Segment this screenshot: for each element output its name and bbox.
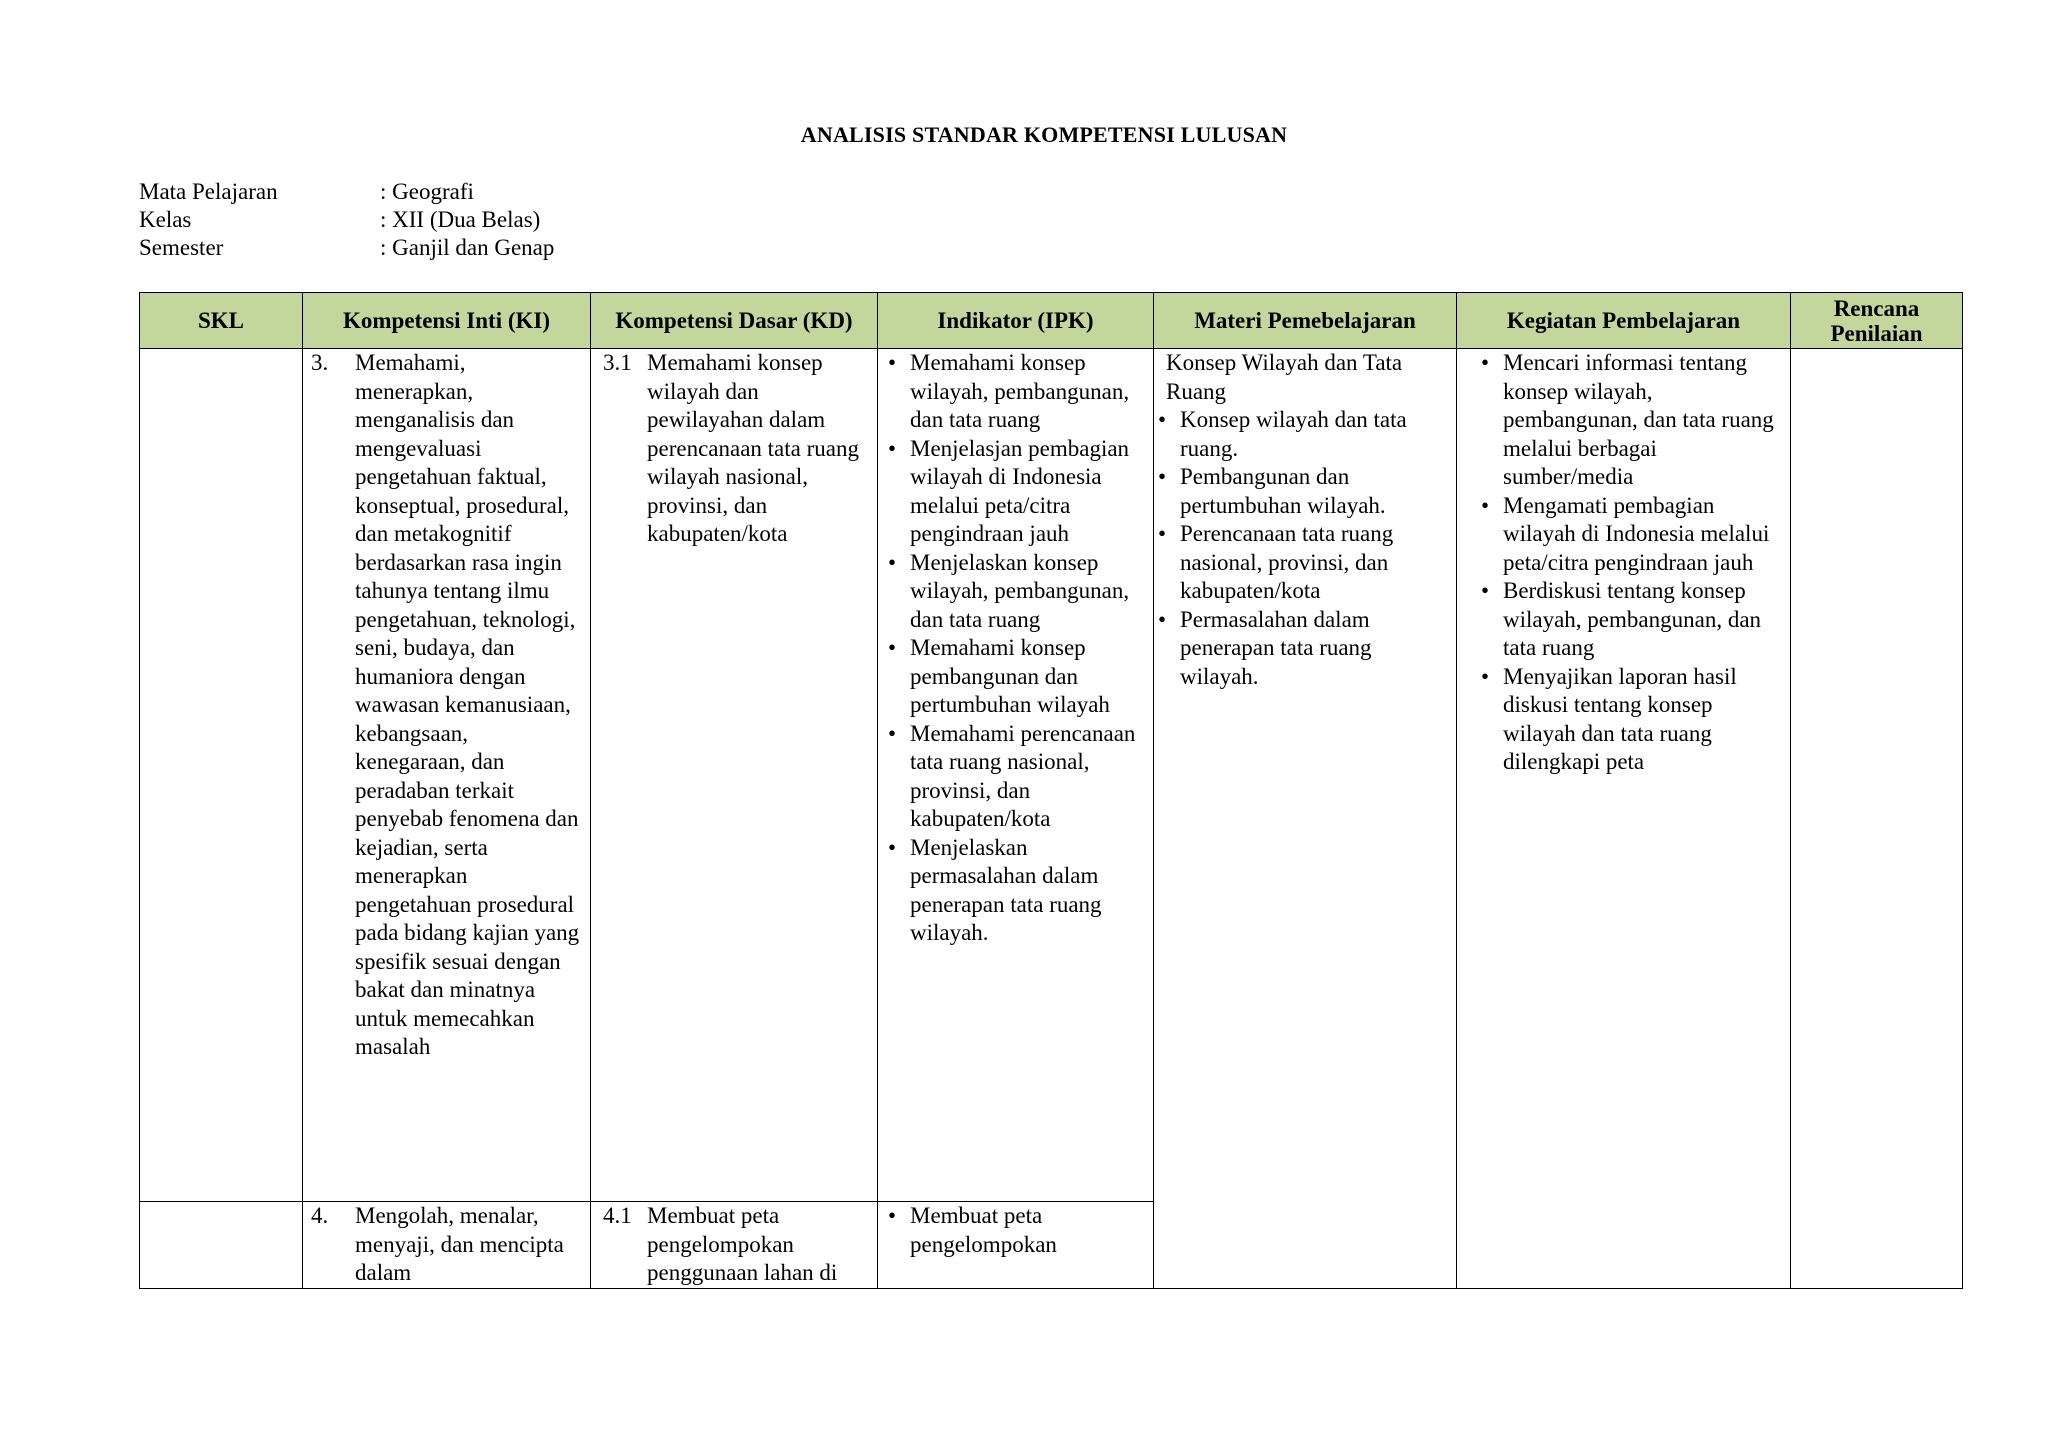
kegiatan-cell: [1457, 349, 1791, 1289]
meta-label: Mata Pelajaran: [139, 179, 278, 204]
list-item: • Konsep wilayah dan tata ruang.: [1158, 407, 1407, 461]
table-header-row: [140, 293, 1963, 349]
list-item: • Mengamati pembagian wilayah di Indonesia melalui peta/citra pengindraan jauh: [1481, 492, 1770, 575]
table-row: [140, 349, 1963, 1202]
kd-text: Membuat peta pengelompokan penggunaan lahan di: [647, 1203, 838, 1285]
list-item: • Menyajikan laporan hasil diskusi tentang konsep wilayah dan tata ruang dilengkapi peta: [1481, 663, 1737, 774]
ipk-cell: [878, 349, 1154, 1202]
list-item: • Memahami konsep pembangunan dan pertumbuhan wilayah: [888, 635, 1110, 717]
ki-cell: [303, 349, 591, 1202]
meta-label: Semester: [139, 235, 224, 260]
header-kegiatan: Kegiatan Pembelajaran: [1457, 293, 1791, 349]
list-item: • Menjelasjan pembagian wilayah di Indonesia melalui peta/citra pengindraan jauh: [888, 435, 1130, 546]
skl-cell: [140, 349, 303, 1202]
skl-cell: [140, 1202, 303, 1289]
skl-analysis-table: [139, 292, 1963, 1289]
kegiatan-list: [1477, 349, 1790, 777]
materi-cell: [1154, 349, 1457, 1289]
meta-row-subject: [139, 178, 554, 206]
header-skl: SKL: [140, 293, 303, 349]
kd-cell: [591, 1202, 878, 1289]
meta-row-semester: [139, 234, 554, 262]
ki-cell: [303, 1202, 591, 1289]
meta-row-class: [139, 206, 554, 234]
list-item: • Memahami konsep wilayah, pembangunan, dan tata ruang: [888, 350, 1130, 432]
meta-label: Kelas: [139, 207, 192, 232]
materi-list: [1154, 406, 1456, 691]
list-item: • Menjelaskan konsep wilayah, pembangunan, dan tata ruang: [888, 549, 1130, 632]
materi-heading: Konsep Wilayah dan Tata Ruang: [1166, 350, 1403, 404]
header-ki: Kompetensi Inti (KI): [303, 293, 591, 349]
meta-value: : Geografi: [380, 179, 474, 204]
document-meta: [139, 178, 554, 262]
list-item: • Mencari informasi tentang konsep wilayah, pembangunan, dan tata ruang melalui berbagai sumber/media: [1481, 350, 1774, 489]
kd-number: 3.1: [603, 350, 632, 375]
kd-cell: [591, 349, 878, 1202]
ki-number: 3.: [311, 350, 329, 375]
list-item: • Perencanaan tata ruang nasional, provinsi, dan kabupaten/kota: [1158, 521, 1394, 603]
meta-value: : Ganjil dan Genap: [380, 235, 555, 260]
list-item: • Berdiskusi tentang konsep wilayah, pembangunan, dan tata ruang: [1481, 578, 1762, 660]
header-ipk: Indikator (IPK): [878, 293, 1154, 349]
ki-number: 4.: [311, 1203, 329, 1228]
list-item: • Pembangunan dan pertumbuhan wilayah.: [1158, 464, 1386, 518]
header-materi: Materi Pemebelajaran: [1154, 293, 1457, 349]
list-item: • Menjelaskan permasalahan dalam penerapan tata ruang wilayah.: [888, 834, 1102, 945]
ki-text: Mengolah, menalar, menyaji, dan mencipta dalam: [355, 1203, 564, 1285]
header-kd: Kompetensi Dasar (KD): [591, 293, 878, 349]
ipk-cell: [878, 1202, 1154, 1289]
rencana-cell: [1791, 349, 1963, 1289]
page-title: ANALISIS STANDAR KOMPETENSI LULUSAN: [800, 122, 1288, 147]
meta-value: : XII (Dua Belas): [380, 207, 541, 232]
list-item: • Membuat peta pengelompokan: [888, 1203, 1057, 1257]
header-rencana: Rencana Penilaian: [1791, 293, 1963, 349]
list-item: • Memahami perencanaan tata ruang nasional, provinsi, dan kabupaten/kota: [888, 720, 1136, 831]
ipk-list: [884, 349, 1153, 948]
ki-text: Memahami, menerapkan, menganalisis dan mengevaluasi pengetahuan faktual, konseptual, prosedural, dan metakognitif berdasarkan rasa ingin tahunya tentang ilmu pengetahuan, teknologi, seni, budaya, dan humaniora dengan wawasan kemanusiaan, kebangsaan, kenegaraan, dan peradaban terkait penyebab fenomena dan kejadian, serta menerapkan pengetahuan prosedural pada bidang kajian yang spesifik sesuai dengan bakat dan minatnya untuk memecahkan masalah: [355, 350, 580, 1059]
list-item: • Permasalahan dalam penerapan tata ruang wilayah.: [1158, 606, 1372, 689]
ipk-list: [884, 1202, 1153, 1259]
kd-number: 4.1: [603, 1203, 632, 1228]
kd-text: Memahami konsep wilayah dan pewilayahan dalam perencanaan tata ruang wilayah nasional, provinsi, dan kabupaten/kota: [647, 350, 859, 546]
